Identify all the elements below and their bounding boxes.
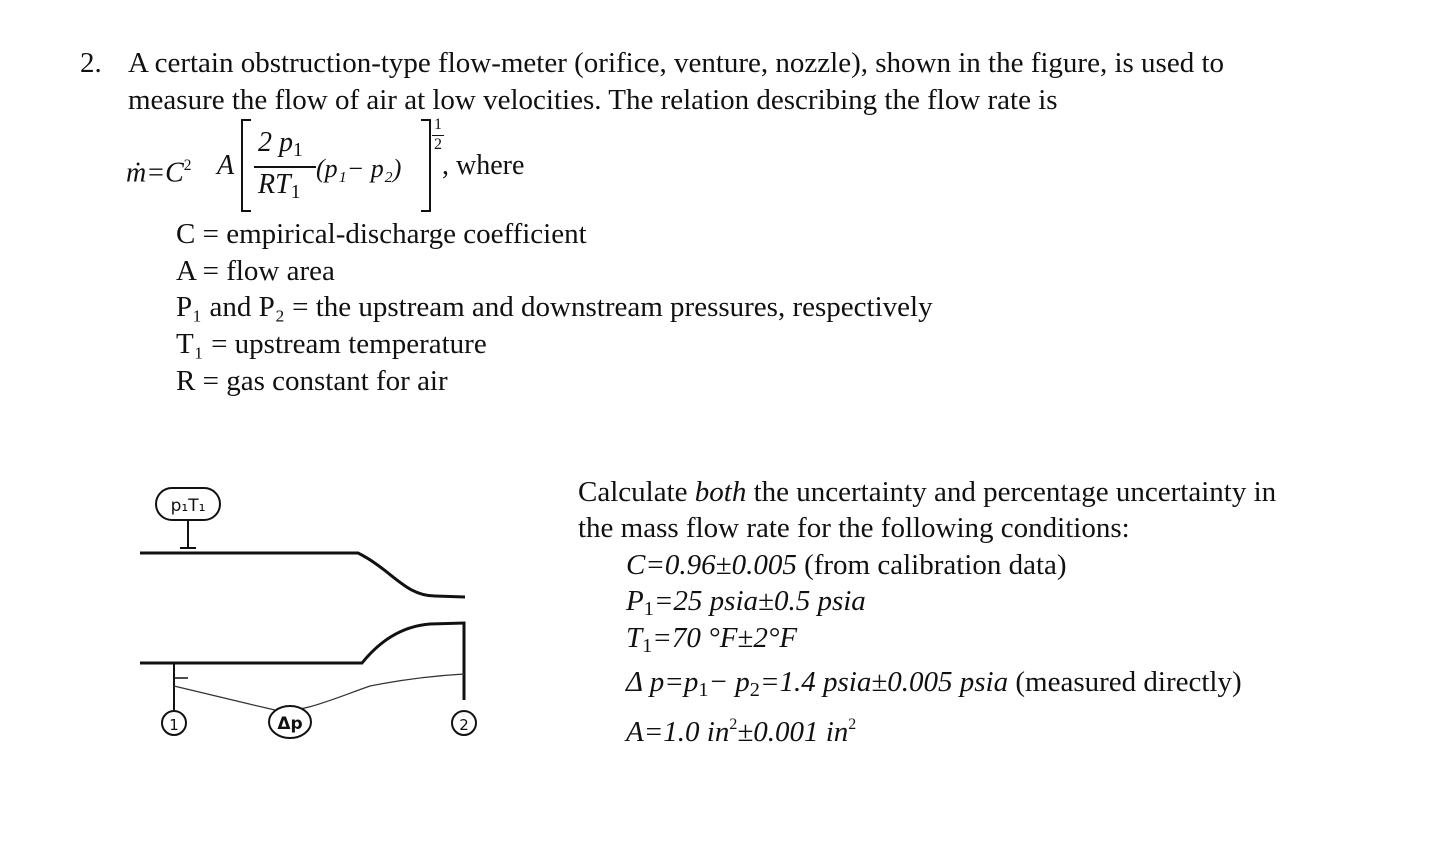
definition-c: C = empirical-discharge coefficient	[176, 218, 587, 250]
formula-where: , where	[442, 150, 525, 181]
definition-a: A = flow area	[176, 255, 335, 287]
problem-line-2: measure the flow of air at low velocities. The relation describing the flow rate is	[128, 84, 1058, 116]
formula-lhs: $ṁ=C^2$	[126, 157, 192, 189]
definition-r: R = gas constant for air	[176, 365, 448, 397]
pipe-lower-wall	[140, 623, 464, 700]
port-1-label: 1	[169, 716, 179, 734]
condition-t1: $T_1=70$ °F±2°F	[626, 622, 798, 658]
pressure-difference: (p₁− p₂)	[316, 154, 402, 183]
fraction-numerator: 2 $p_1$	[258, 127, 303, 161]
exponent-denominator: 2	[434, 136, 442, 153]
gauge-label: p₁T₁	[170, 496, 206, 516]
problem-line-1: A certain obstruction-type flow-meter (orifice, venture, nozzle), shown in the figure, is used to	[128, 47, 1225, 79]
condition-area: A=1.0 $in^2\pm 0.001$ $in^2$	[626, 715, 857, 748]
fraction-bar	[254, 166, 316, 168]
definition-t: T₁ = upstream temperature	[176, 328, 487, 360]
mass-flow-formula	[124, 118, 584, 218]
right-bracket	[418, 118, 434, 214]
port-2-label: 2	[459, 716, 469, 734]
differential-pressure-line	[174, 674, 464, 711]
condition-p1: $P_1=25$ psia±0.5 psia	[626, 585, 866, 621]
left-bracket	[238, 118, 254, 214]
flow-meter-figure	[130, 478, 480, 750]
delta-p-label: Δp	[277, 714, 303, 734]
exponent-numerator: 1	[434, 116, 442, 133]
task-line-2: the mass flow rate for the following conditions:	[578, 512, 1130, 544]
definition-p: P₁ and P₂ = the upstream and downstream pressures, respectively	[176, 291, 933, 323]
condition-c: C=0.96±0.005 (from calibration data)	[626, 549, 1067, 581]
gauge-p1t1	[156, 488, 220, 548]
pipe-upper-wall	[140, 553, 465, 597]
formula-area-symbol: A	[217, 150, 235, 181]
fraction-denominator: $RT_1$	[258, 169, 301, 203]
task-line-1: Calculate both the uncertainty and percentage uncertainty in	[578, 476, 1277, 508]
problem-number: 2.	[80, 47, 102, 79]
condition-delta-p: Δ $p=p_1- p_2=1.4$ psia±0.005 psia (measured directly)	[626, 666, 1242, 702]
